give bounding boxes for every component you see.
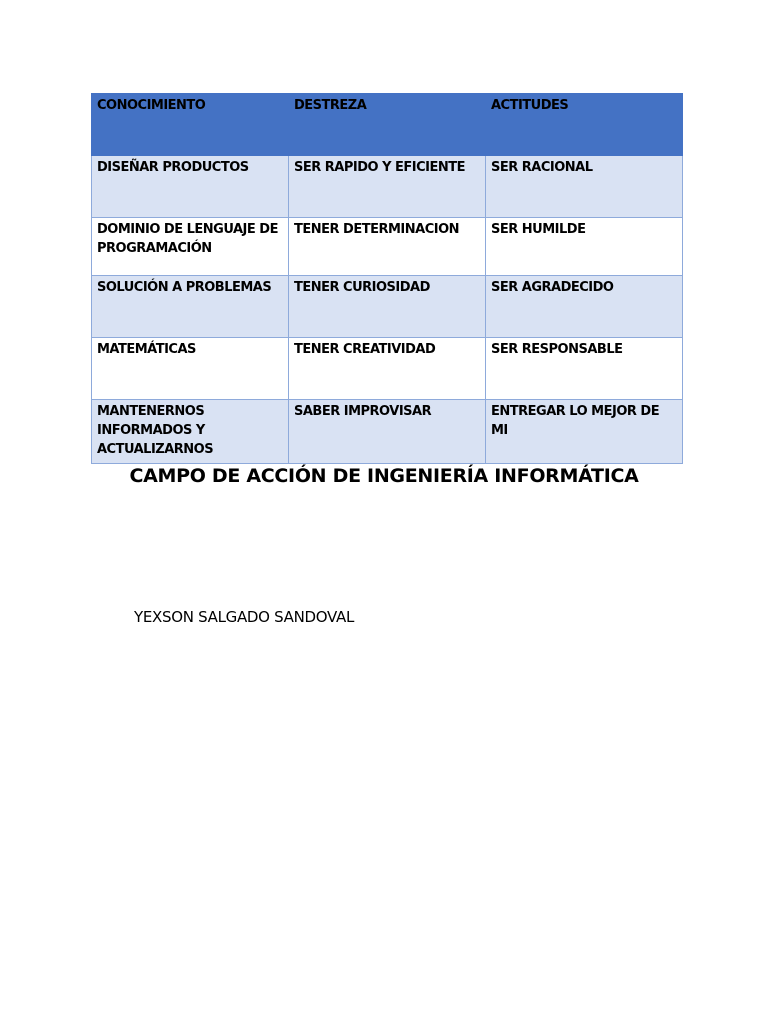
table-row <box>92 400 683 464</box>
table-cell: SER RAPIDO Y EFICIENTE <box>289 156 486 218</box>
table-cell: TENER CREATIVIDAD <box>289 338 486 400</box>
table-cell: SABER IMPROVISAR <box>289 400 486 464</box>
table-row <box>92 218 683 276</box>
table-header-row <box>92 94 683 156</box>
table-row <box>92 156 683 218</box>
table-cell: DOMINIO DE LENGUAJE DE PROGRAMACIÓN <box>92 218 289 276</box>
table-row <box>92 276 683 338</box>
document-title: CAMPO DE ACCIÓN DE INGENIERÍA INFORMÁTICA <box>129 465 639 487</box>
table-cell: TENER DETERMINACION <box>289 218 486 276</box>
table-cell: TENER CURIOSIDAD <box>289 276 486 338</box>
table-row <box>92 338 683 400</box>
table-cell: ENTREGAR LO MEJOR DE MI <box>486 400 683 464</box>
column-header-actitudes: ACTITUDES <box>486 94 683 156</box>
table-cell: SER RESPONSABLE <box>486 338 683 400</box>
author-name: YEXSON SALGADO SANDOVAL <box>134 608 355 626</box>
table-cell: MANTENERNOS INFORMADOS Y ACTUALIZARNOS <box>92 400 289 464</box>
table-cell: DISEÑAR PRODUCTOS <box>92 156 289 218</box>
table-cell: SER RACIONAL <box>486 156 683 218</box>
table-cell: SOLUCIÓN A PROBLEMAS <box>92 276 289 338</box>
column-header-conocimiento: CONOCIMIENTO <box>92 94 289 156</box>
column-header-destreza: DESTREZA <box>289 94 486 156</box>
table-cell: SER AGRADECIDO <box>486 276 683 338</box>
skills-table <box>91 93 683 464</box>
table-cell: SER HUMILDE <box>486 218 683 276</box>
table-cell: MATEMÁTICAS <box>92 338 289 400</box>
